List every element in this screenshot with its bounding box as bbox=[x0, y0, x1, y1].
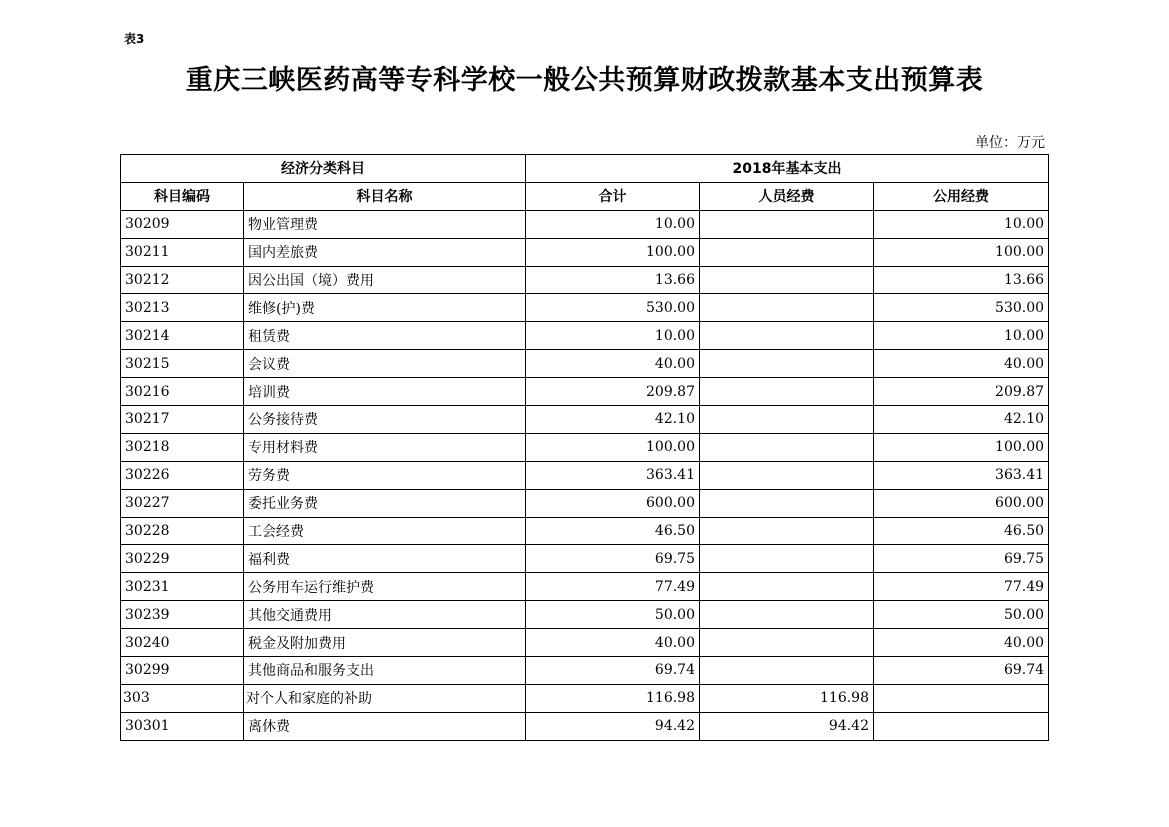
unit-label: 单位：万元 bbox=[975, 135, 1045, 151]
cell-public-expense: 13.66 bbox=[874, 266, 1049, 294]
cell-public-expense: 69.75 bbox=[874, 545, 1049, 573]
cell-public-expense: 10.00 bbox=[874, 210, 1049, 238]
cell-subject-code: 30226 bbox=[121, 461, 244, 489]
cell-personnel-expense bbox=[700, 266, 874, 294]
cell-personnel-expense bbox=[700, 657, 874, 685]
cell-subject-name: 其他交通费用 bbox=[244, 601, 526, 629]
cell-total: 530.00 bbox=[526, 294, 700, 322]
table-row bbox=[121, 684, 1049, 712]
cell-subject-name: 税金及附加费用 bbox=[244, 629, 526, 657]
header-economic-classification: 经济分类科目 bbox=[121, 155, 526, 183]
cell-subject-name: 公务用车运行维护费 bbox=[244, 573, 526, 601]
cell-subject-name: 福利费 bbox=[244, 545, 526, 573]
cell-subject-code: 30214 bbox=[121, 322, 244, 350]
cell-public-expense: 69.74 bbox=[874, 657, 1049, 685]
cell-subject-name: 对个人和家庭的补助 bbox=[244, 684, 526, 712]
cell-personnel-expense bbox=[700, 322, 874, 350]
budget-table bbox=[120, 154, 1049, 741]
table-row bbox=[121, 210, 1049, 238]
cell-total: 209.87 bbox=[526, 378, 700, 406]
cell-subject-code: 30212 bbox=[121, 266, 244, 294]
cell-public-expense: 50.00 bbox=[874, 601, 1049, 629]
cell-personnel-expense: 116.98 bbox=[700, 684, 874, 712]
cell-public-expense: 209.87 bbox=[874, 378, 1049, 406]
sheet-label: 表3 bbox=[124, 32, 145, 46]
table-body bbox=[121, 210, 1049, 740]
cell-public-expense: 77.49 bbox=[874, 573, 1049, 601]
cell-public-expense: 10.00 bbox=[874, 322, 1049, 350]
cell-public-expense: 363.41 bbox=[874, 461, 1049, 489]
cell-subject-name: 劳务费 bbox=[244, 461, 526, 489]
cell-public-expense bbox=[874, 684, 1049, 712]
cell-total: 100.00 bbox=[526, 238, 700, 266]
cell-total: 600.00 bbox=[526, 489, 700, 517]
cell-public-expense bbox=[874, 712, 1049, 740]
cell-public-expense: 530.00 bbox=[874, 294, 1049, 322]
table-row bbox=[121, 322, 1049, 350]
table-row bbox=[121, 433, 1049, 461]
table-row bbox=[121, 350, 1049, 378]
cell-subject-code: 30213 bbox=[121, 294, 244, 322]
cell-subject-name: 离休费 bbox=[244, 712, 526, 740]
table-row bbox=[121, 657, 1049, 685]
header-subject-code: 科目编码 bbox=[121, 182, 244, 210]
cell-subject-code: 30218 bbox=[121, 433, 244, 461]
cell-total: 100.00 bbox=[526, 433, 700, 461]
header-group-row bbox=[121, 155, 1049, 183]
header-total: 合计 bbox=[526, 182, 700, 210]
table-row bbox=[121, 517, 1049, 545]
cell-subject-code: 30301 bbox=[121, 712, 244, 740]
cell-personnel-expense bbox=[700, 350, 874, 378]
cell-subject-name: 委托业务费 bbox=[244, 489, 526, 517]
table-row bbox=[121, 406, 1049, 434]
cell-subject-name: 其他商品和服务支出 bbox=[244, 657, 526, 685]
cell-subject-code: 30216 bbox=[121, 378, 244, 406]
cell-subject-code: 30229 bbox=[121, 545, 244, 573]
cell-subject-name: 物业管理费 bbox=[244, 210, 526, 238]
cell-personnel-expense bbox=[700, 489, 874, 517]
cell-personnel-expense bbox=[700, 238, 874, 266]
cell-personnel-expense bbox=[700, 545, 874, 573]
cell-public-expense: 40.00 bbox=[874, 629, 1049, 657]
header-public-expense: 公用经费 bbox=[874, 182, 1049, 210]
cell-subject-code: 303 bbox=[121, 684, 244, 712]
cell-personnel-expense bbox=[700, 406, 874, 434]
cell-personnel-expense bbox=[700, 573, 874, 601]
cell-subject-name: 维修(护)费 bbox=[244, 294, 526, 322]
cell-subject-code: 30217 bbox=[121, 406, 244, 434]
cell-total: 94.42 bbox=[526, 712, 700, 740]
cell-subject-code: 30239 bbox=[121, 601, 244, 629]
header-column-row bbox=[121, 182, 1049, 210]
cell-personnel-expense bbox=[700, 433, 874, 461]
cell-total: 10.00 bbox=[526, 322, 700, 350]
cell-personnel-expense bbox=[700, 629, 874, 657]
cell-subject-name: 会议费 bbox=[244, 350, 526, 378]
header-basic-expenditure-2018: 2018年基本支出 bbox=[526, 155, 1049, 183]
cell-personnel-expense bbox=[700, 294, 874, 322]
cell-subject-code: 30240 bbox=[121, 629, 244, 657]
cell-total: 40.00 bbox=[526, 350, 700, 378]
cell-subject-code: 30228 bbox=[121, 517, 244, 545]
cell-subject-code: 30209 bbox=[121, 210, 244, 238]
cell-public-expense: 42.10 bbox=[874, 406, 1049, 434]
cell-personnel-expense bbox=[700, 210, 874, 238]
cell-public-expense: 100.00 bbox=[874, 238, 1049, 266]
cell-subject-name: 租赁费 bbox=[244, 322, 526, 350]
cell-subject-name: 因公出国（境）费用 bbox=[244, 266, 526, 294]
cell-personnel-expense bbox=[700, 461, 874, 489]
cell-subject-name: 工会经费 bbox=[244, 517, 526, 545]
cell-subject-name: 公务接待费 bbox=[244, 406, 526, 434]
cell-public-expense: 100.00 bbox=[874, 433, 1049, 461]
table-row bbox=[121, 573, 1049, 601]
cell-subject-name: 专用材料费 bbox=[244, 433, 526, 461]
table-row bbox=[121, 266, 1049, 294]
cell-total: 40.00 bbox=[526, 629, 700, 657]
cell-subject-code: 30211 bbox=[121, 238, 244, 266]
cell-subject-name: 国内差旅费 bbox=[244, 238, 526, 266]
cell-total: 46.50 bbox=[526, 517, 700, 545]
table-row bbox=[121, 601, 1049, 629]
header-personnel-expense: 人员经费 bbox=[700, 182, 874, 210]
header-subject-name: 科目名称 bbox=[244, 182, 526, 210]
cell-total: 363.41 bbox=[526, 461, 700, 489]
cell-total: 50.00 bbox=[526, 601, 700, 629]
table-row bbox=[121, 545, 1049, 573]
cell-total: 69.75 bbox=[526, 545, 700, 573]
cell-subject-code: 30299 bbox=[121, 657, 244, 685]
cell-public-expense: 40.00 bbox=[874, 350, 1049, 378]
cell-personnel-expense bbox=[700, 601, 874, 629]
cell-personnel-expense bbox=[700, 517, 874, 545]
cell-personnel-expense: 94.42 bbox=[700, 712, 874, 740]
table-row bbox=[121, 294, 1049, 322]
table-row bbox=[121, 238, 1049, 266]
table-row bbox=[121, 629, 1049, 657]
table-row bbox=[121, 461, 1049, 489]
cell-total: 116.98 bbox=[526, 684, 700, 712]
cell-public-expense: 600.00 bbox=[874, 489, 1049, 517]
table-row bbox=[121, 378, 1049, 406]
cell-public-expense: 46.50 bbox=[874, 517, 1049, 545]
table-row bbox=[121, 712, 1049, 740]
cell-subject-code: 30215 bbox=[121, 350, 244, 378]
page-title: 重庆三峡医药高等专科学校一般公共预算财政拨款基本支出预算表 bbox=[185, 65, 984, 96]
cell-total: 13.66 bbox=[526, 266, 700, 294]
cell-total: 77.49 bbox=[526, 573, 700, 601]
table-row bbox=[121, 489, 1049, 517]
cell-subject-code: 30227 bbox=[121, 489, 244, 517]
cell-personnel-expense bbox=[700, 378, 874, 406]
cell-total: 42.10 bbox=[526, 406, 700, 434]
cell-subject-name: 培训费 bbox=[244, 378, 526, 406]
cell-total: 69.74 bbox=[526, 657, 700, 685]
cell-total: 10.00 bbox=[526, 210, 700, 238]
cell-subject-code: 30231 bbox=[121, 573, 244, 601]
